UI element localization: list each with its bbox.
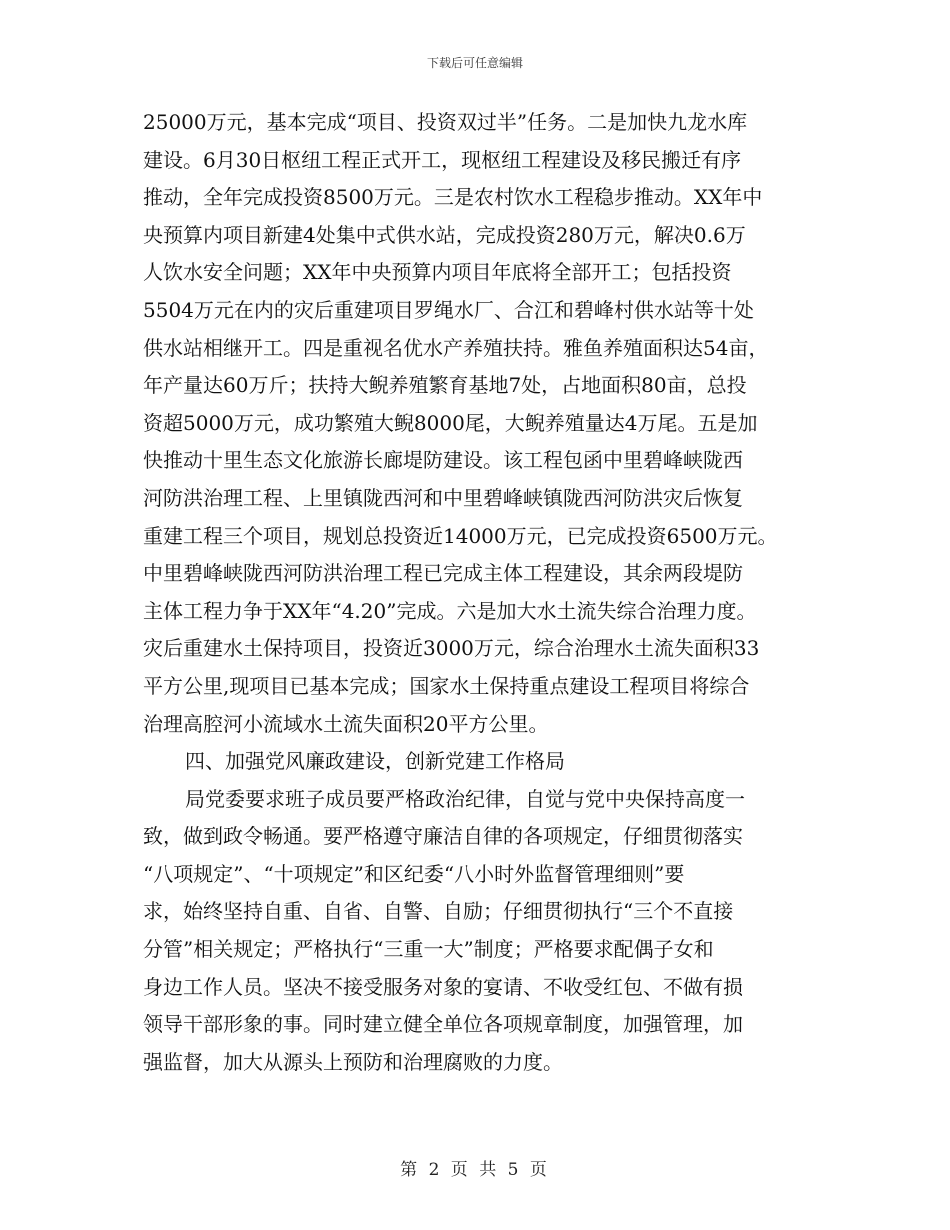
body-line: 求，始终坚持自重、自省、自警、自励；仔细贯彻执行“三个不直接: [143, 899, 734, 924]
body-line: 局党委要求班子成员要严格政治纪律，自觉与党中央保持高度一: [185, 786, 745, 811]
body-line: 主体工程力争于XX年“4.20”完成。六是加大水土流失综合治理力度。: [143, 598, 757, 623]
body-line: 领导干部形象的事。同时建立健全单位各项规章制度，加强管理，加: [143, 1012, 743, 1037]
body-line: 河防洪治理工程、上里镇陇西河和中里碧峰峡镇陇西河防洪灾后恢复: [143, 485, 743, 510]
body-line: 平方公里,现项目已基本完成；国家水土保持重点建设工程项目将综合: [143, 673, 750, 698]
body-line: 强监督，加大从源头上预防和治理腐败的力度。: [143, 1049, 563, 1074]
body-line: 央预算内项目新建4处集中式供水站，完成投资280万元，解决0.6万: [143, 222, 746, 247]
page-header-note: 下载后可任意编辑: [426, 56, 523, 70]
body-line: 推动，全年完成投资8500万元。三是农村饮水工程稳步推动。XX年中: [143, 185, 763, 210]
document-body: [143, 104, 823, 1081]
body-line: 致，做到政令畅通。要严格遵守廉洁自律的各项规定，仔细贯彻落实: [143, 824, 743, 849]
body-line: 分管”相关规定；严格执行“三重一大”制度；严格要求配偶子女和: [143, 937, 714, 962]
body-line: 快推动十里生态文化旅游长廊堤防建设。该工程包函中里碧峰峡陇西: [143, 448, 743, 473]
body-line: 5504万元在内的灾后重建项目罗绳水厂、合江和碧峰村供水站等十处: [143, 297, 754, 322]
body-line: 身边工作人员。坚决不接受服务对象的宴请、不收受红包、不做有损: [143, 974, 743, 999]
body-line: 灾后重建水土保持项目，投资近3000万元，综合治理水土流失面积33: [143, 636, 760, 661]
body-line: 建设。6月30日枢纽工程正式开工，现枢纽工程建设及移民搬迁有序: [143, 147, 742, 172]
body-line: 25000万元，基本完成“项目、投资双过半”任务。二是加快九龙水库: [143, 110, 748, 134]
section-heading: 四、加强党风廉政建设，创新党建工作格局: [185, 749, 565, 774]
body-line: 治理高腔河小流域水土流失面积20平方公里。: [143, 711, 549, 736]
body-line: 资超5000万元，成功繁殖大鲵8000尾，大鲵养殖量达4万尾。五是加: [143, 410, 758, 435]
body-line: “八项规定”、“十项规定”和区纪委“八小时外监督管理细则”要: [143, 861, 685, 886]
body-line: 年产量达60万斤；扶持大鲵养殖繁育基地7处，占地面积80亩，总投: [143, 373, 747, 398]
body-line: 重建工程三个项目，规划总投资近14000万元，已完成投资6500万元。: [143, 523, 778, 548]
body-line: 供水站相继开工。四是重视名优水产养殖扶持。雅鱼养殖面积达54亩，: [143, 335, 769, 360]
body-line: 人饮水安全问题；XX年中央预算内项目年底将全部开工；包括投资: [143, 260, 732, 285]
body-line: 中里碧峰峡陇西河防洪治理工程已完成主体工程建设，其余两段堤防: [143, 561, 743, 586]
page-number: 第 2 页 共 5 页: [400, 1160, 550, 1180]
